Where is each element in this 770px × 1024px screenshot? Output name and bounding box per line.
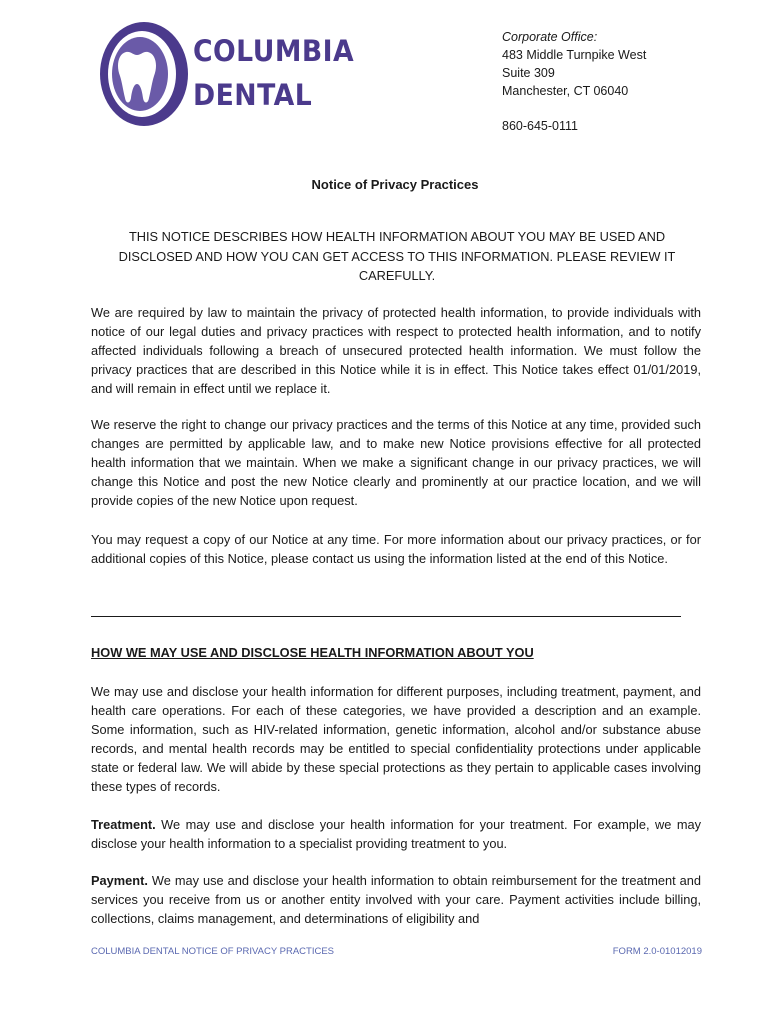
section-heading: HOW WE MAY USE AND DISCLOSE HEALTH INFORMATION ABOUT YOU [91, 645, 534, 660]
office-phone: 860-645-0111 [502, 119, 578, 133]
payment-text: We may use and disclose your health information to obtain reimbursement for the treatment and services you receive from us or another entity involved with your care. Payment activities include billing, collections, claims management, and determinations of eligibility and [91, 873, 701, 926]
company-logo [96, 18, 355, 130]
office-address-line3: Manchester, CT 06040 [502, 84, 629, 98]
divider-line [91, 616, 681, 617]
corporate-office-block [502, 28, 646, 135]
footer-form-number: FORM 2.0-01012019 [612, 946, 702, 957]
paragraph-legal-duties: We are required by law to maintain the privacy of protected health information, to provide individuals with notice of our legal duties and privacy practices with respect to protected health information, and to notify affected individuals following a breach of unsecured protected health information. We must follow the privacy practices that are described in this Notice while it is in effect. This Notice takes effect 01/01/2019, and will remain in effect until we replace it. [91, 305, 701, 396]
logo-text-line1: COLUMBIA [193, 34, 355, 68]
office-address-line2: Suite 309 [502, 66, 555, 80]
footer-document-name: COLUMBIA DENTAL NOTICE OF PRIVACY PRACTICES [91, 946, 334, 957]
document-title: Notice of Privacy Practices [311, 177, 479, 192]
treatment-label: Treatment. [91, 817, 156, 832]
treatment-text: We may use and disclose your health information for your treatment. For example, we may disclose your health information to a specialist providing treatment to you. [91, 817, 701, 851]
logo-text-line2: DENTAL [193, 78, 313, 112]
payment-label: Payment. [91, 873, 148, 888]
office-address-line1: 483 Middle Turnpike West [502, 48, 647, 62]
paragraph-changes: We reserve the right to change our privacy practices and the terms of this Notice at any time, provided such changes are permitted by applicable law, and to make new Notice provisions effective for all protected health information that we maintain. When we make a significant change in our privacy practices, we will change this Notice and post the new Notice clearly and prominently at our practice location, and we will provide copies of the new Notice upon request. [91, 417, 701, 508]
paragraph-uses-disclosures: We may use and disclose your health information for different purposes, including treatment, payment, and health care operations. For each of these categories, we have provided a description and an example. Some information, such as HIV-related information, genetic information, alcohol and/or substance abuse records, and mental health records may be entitled to special confidentiality protections under applicable state or federal law. We will abide by these special protections as they pertain to applicable cases involving these types of records. [91, 684, 701, 794]
paragraph-payment [91, 871, 701, 928]
intro-notice: THIS NOTICE DESCRIBES HOW HEALTH INFORMATION ABOUT YOU MAY BE USED AND DISCLOSED AND HOW YOU CAN GET ACCESS TO THIS INFORMATION. PLEASE REVIEW IT CAREFULLY. [118, 229, 676, 283]
paragraph-treatment [91, 815, 701, 853]
office-label: Corporate Office: [502, 30, 598, 44]
tooth-icon [96, 18, 192, 130]
paragraph-request-copy: You may request a copy of our Notice at any time. For more information about our privacy practices, or for additional copies of this Notice, please contact us using the information listed at the end of this Notice. [91, 532, 701, 566]
